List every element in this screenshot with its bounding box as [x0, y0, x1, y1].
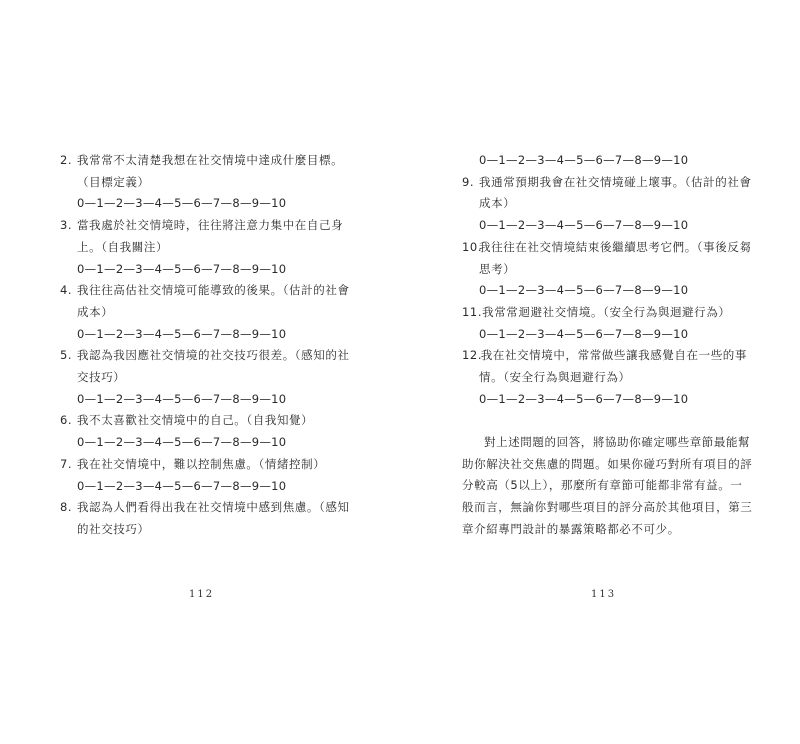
rating-scale: 0—1—2—3—4—5—6—7—8—9—10 [77, 196, 287, 211]
question-text: 我在社交情境中，難以控制焦慮。（情緒控制） [77, 456, 326, 471]
question-text-continued: 情。（安全行為與迴避行為） [479, 370, 631, 385]
rating-scale: 0—1—2—3—4—5—6—7—8—9—10 [77, 261, 287, 276]
question-number: 8. [60, 500, 73, 515]
question-text-continued: 上。（自我關注） [77, 239, 169, 254]
question-item-10 [462, 237, 752, 259]
question-text-continued: 成本） [479, 196, 516, 211]
question-text-continued: 的社交技巧） [77, 521, 150, 536]
rating-scale: 0—1—2—3—4—5—6—7—8—9—10 [479, 218, 689, 233]
question-text: 我認為我因應社交情境的社交技巧很差。（感知的社 [77, 348, 350, 363]
question-number: 9. [462, 174, 475, 189]
question-text-continued: 成本） [77, 304, 114, 319]
question-item-5 [60, 345, 350, 367]
summary-paragraph [462, 432, 753, 541]
question-number: 3. [60, 218, 73, 233]
paragraph-line: 般而言，無論你對哪些項目的評分高於其他項目，第三 [462, 500, 753, 515]
rating-scale: 0—1—2—3—4—5—6—7—8—9—10 [479, 326, 689, 341]
question-number: 11. [462, 304, 483, 319]
question-text-continued: 交技巧） [77, 370, 126, 385]
paragraph-line: 對上述問題的回答，將協助你確定哪些章節最能幫 [484, 435, 751, 449]
page-number: 113 [591, 589, 617, 600]
question-number: 2. [60, 153, 73, 167]
question-text: 當我處於社交情境時，往往將注意力集中在自己身 [77, 218, 344, 233]
question-text: 我認為人們看得出我在社交情境中感到焦慮。（感知 [77, 500, 350, 515]
question-text-continued: 思考） [479, 261, 516, 276]
question-text: 我往往高估社交情境可能導致的後果。（估計的社會 [77, 283, 350, 298]
question-text: 我在社交情境中，常常做些讓我感覺自在一些的事 [480, 348, 747, 363]
question-text-continued: （目標定義） [77, 174, 150, 189]
question-item-8 [60, 497, 350, 519]
question-text: 我常常迴避社交情境。（安全行為與迴避行為） [482, 304, 731, 319]
paragraph-line: 章介紹專門設計的暴露策略都必不可少。 [462, 521, 680, 536]
question-text: 我通常預期我會在社交情境碰上壞事。（估計的社會 [479, 174, 752, 189]
right-question-list [462, 150, 752, 410]
rating-scale: 0—1—2—3—4—5—6—7—8—9—10 [77, 391, 287, 406]
question-item-9 [462, 172, 752, 194]
question-number: 12. [462, 348, 483, 363]
rating-scale: 0—1—2—3—4—5—6—7—8—9—10 [77, 478, 287, 493]
question-item-2 [60, 150, 345, 172]
page-number: 112 [189, 589, 215, 600]
question-item-4 [60, 280, 350, 302]
question-number: 7. [60, 456, 73, 471]
question-item-6 [60, 410, 345, 432]
paragraph-line: 助你解決社交焦慮的問題。如果你碰巧對所有項目的評 [462, 456, 753, 471]
rating-scale: 0—1—2—3—4—5—6—7—8—9—10 [479, 391, 689, 406]
question-number: 6. [60, 413, 73, 428]
left-question-list [60, 150, 350, 541]
question-number: 10. [462, 239, 483, 254]
question-number: 5. [60, 348, 73, 363]
question-number: 4. [60, 283, 73, 298]
paragraph-line: 分較高（5以上），那麼所有章節可能都非常有益。一 [462, 478, 743, 493]
question-text: 我常常不太清楚我想在社交情境中達成什麼目標。 [77, 153, 344, 167]
rating-scale: 0—1—2—3—4—5—6—7—8—9—10 [479, 153, 689, 167]
question-text: 我不太喜歡社交情境中的自己。（自我知覺） [77, 413, 314, 428]
rating-scale: 0—1—2—3—4—5—6—7—8—9—10 [479, 283, 689, 298]
rating-scale: 0—1—2—3—4—5—6—7—8—9—10 [77, 326, 287, 341]
question-item-12 [462, 345, 747, 367]
rating-scale: 0—1—2—3—4—5—6—7—8—9—10 [77, 435, 287, 450]
question-item-11 [462, 302, 747, 324]
question-item-7 [60, 454, 345, 476]
question-text: 我往往在社交情境結束後繼續思考它們。（事後反芻 [479, 239, 752, 254]
question-item-3 [60, 215, 345, 237]
